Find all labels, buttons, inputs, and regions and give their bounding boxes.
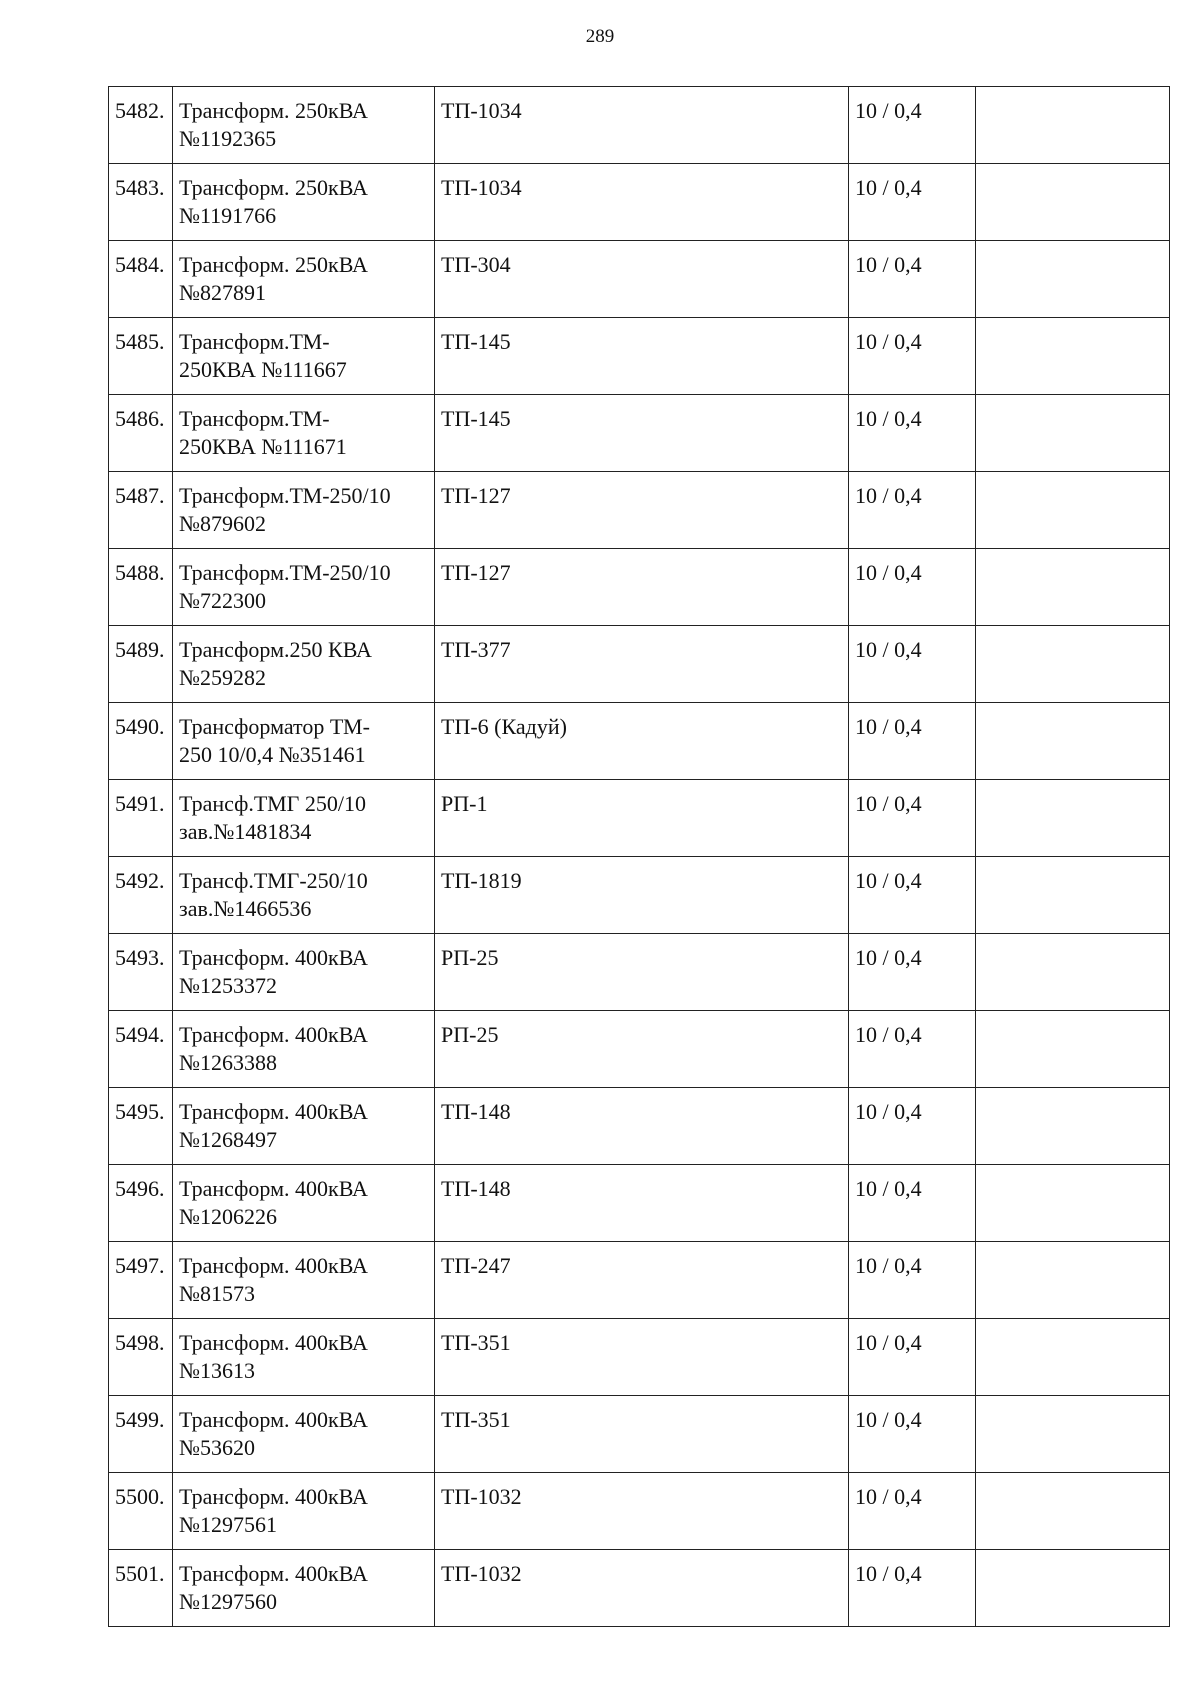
- location-cell: ТП-304: [435, 241, 849, 318]
- equipment-table: [108, 86, 1170, 1627]
- row-number-cell: 5485.: [109, 318, 173, 395]
- table-row: [109, 549, 1170, 626]
- table-row: [109, 1319, 1170, 1396]
- equipment-name-cell: Трансформ. 400кВА №1297560: [173, 1550, 435, 1627]
- voltage-cell: 10 / 0,4: [849, 626, 976, 703]
- table-row: [109, 1473, 1170, 1550]
- row-number-cell: 5497.: [109, 1242, 173, 1319]
- equipment-name-cell: Трансформ. 400кВА №1263388: [173, 1011, 435, 1088]
- note-cell: [976, 1165, 1170, 1242]
- table-row: [109, 1165, 1170, 1242]
- table-row: [109, 1011, 1170, 1088]
- voltage-cell: 10 / 0,4: [849, 241, 976, 318]
- table-row: [109, 472, 1170, 549]
- row-number-cell: 5487.: [109, 472, 173, 549]
- note-cell: [976, 1242, 1170, 1319]
- voltage-cell: 10 / 0,4: [849, 1165, 976, 1242]
- voltage-cell: 10 / 0,4: [849, 1011, 976, 1088]
- note-cell: [976, 87, 1170, 164]
- location-cell: ТП-351: [435, 1396, 849, 1473]
- voltage-cell: 10 / 0,4: [849, 1242, 976, 1319]
- table-row: [109, 1396, 1170, 1473]
- equipment-name-cell: Трансформ.ТМ- 250КВА №111671: [173, 395, 435, 472]
- location-cell: ТП-1034: [435, 164, 849, 241]
- voltage-cell: 10 / 0,4: [849, 549, 976, 626]
- equipment-name-cell: Трансформ. 400кВА №1206226: [173, 1165, 435, 1242]
- row-number-cell: 5491.: [109, 780, 173, 857]
- table-row: [109, 241, 1170, 318]
- table-row: [109, 857, 1170, 934]
- location-cell: ТП-247: [435, 1242, 849, 1319]
- note-cell: [976, 164, 1170, 241]
- table-row: [109, 780, 1170, 857]
- location-cell: ТП-1032: [435, 1473, 849, 1550]
- voltage-cell: 10 / 0,4: [849, 934, 976, 1011]
- voltage-cell: 10 / 0,4: [849, 780, 976, 857]
- table-row: [109, 87, 1170, 164]
- note-cell: [976, 934, 1170, 1011]
- note-cell: [976, 395, 1170, 472]
- row-number-cell: 5495.: [109, 1088, 173, 1165]
- location-cell: ТП-1034: [435, 87, 849, 164]
- note-cell: [976, 241, 1170, 318]
- equipment-name-cell: Трансформ.ТМ- 250КВА №111667: [173, 318, 435, 395]
- table-row: [109, 1242, 1170, 1319]
- equipment-name-cell: Трансф.ТМГ-250/10 зав.№1466536: [173, 857, 435, 934]
- table-row: [109, 164, 1170, 241]
- note-cell: [976, 1396, 1170, 1473]
- note-cell: [976, 1550, 1170, 1627]
- voltage-cell: 10 / 0,4: [849, 1319, 976, 1396]
- location-cell: РП-1: [435, 780, 849, 857]
- location-cell: ТП-351: [435, 1319, 849, 1396]
- row-number-cell: 5499.: [109, 1396, 173, 1473]
- voltage-cell: 10 / 0,4: [849, 395, 976, 472]
- page-number: 289: [585, 26, 615, 47]
- table-row: [109, 395, 1170, 472]
- equipment-name-cell: Трансформ. 400кВА №1253372: [173, 934, 435, 1011]
- note-cell: [976, 1011, 1170, 1088]
- equipment-name-cell: Трансформ. 400кВА №1268497: [173, 1088, 435, 1165]
- note-cell: [976, 703, 1170, 780]
- location-cell: ТП-127: [435, 472, 849, 549]
- row-number-cell: 5501.: [109, 1550, 173, 1627]
- location-cell: ТП-145: [435, 318, 849, 395]
- note-cell: [976, 857, 1170, 934]
- equipment-name-cell: Трансф.ТМГ 250/10 зав.№1481834: [173, 780, 435, 857]
- location-cell: ТП-6 (Кадуй): [435, 703, 849, 780]
- note-cell: [976, 1319, 1170, 1396]
- row-number-cell: 5486.: [109, 395, 173, 472]
- row-number-cell: 5488.: [109, 549, 173, 626]
- voltage-cell: 10 / 0,4: [849, 472, 976, 549]
- location-cell: РП-25: [435, 1011, 849, 1088]
- equipment-name-cell: Трансформ. 400кВА №1297561: [173, 1473, 435, 1550]
- location-cell: ТП-148: [435, 1165, 849, 1242]
- location-cell: ТП-145: [435, 395, 849, 472]
- row-number-cell: 5500.: [109, 1473, 173, 1550]
- note-cell: [976, 1088, 1170, 1165]
- location-cell: РП-25: [435, 934, 849, 1011]
- row-number-cell: 5492.: [109, 857, 173, 934]
- note-cell: [976, 549, 1170, 626]
- voltage-cell: 10 / 0,4: [849, 1473, 976, 1550]
- equipment-name-cell: Трансформ. 250кВА №1191766: [173, 164, 435, 241]
- equipment-name-cell: Трансформатор ТМ- 250 10/0,4 №351461: [173, 703, 435, 780]
- voltage-cell: 10 / 0,4: [849, 1396, 976, 1473]
- row-number-cell: 5498.: [109, 1319, 173, 1396]
- note-cell: [976, 780, 1170, 857]
- voltage-cell: 10 / 0,4: [849, 318, 976, 395]
- row-number-cell: 5493.: [109, 934, 173, 1011]
- note-cell: [976, 318, 1170, 395]
- equipment-name-cell: Трансформ. 400кВА №81573: [173, 1242, 435, 1319]
- voltage-cell: 10 / 0,4: [849, 87, 976, 164]
- table-row: [109, 1550, 1170, 1627]
- location-cell: ТП-1032: [435, 1550, 849, 1627]
- row-number-cell: 5484.: [109, 241, 173, 318]
- table-row: [109, 703, 1170, 780]
- equipment-name-cell: Трансформ.ТМ-250/10 №722300: [173, 549, 435, 626]
- location-cell: ТП-377: [435, 626, 849, 703]
- voltage-cell: 10 / 0,4: [849, 1088, 976, 1165]
- voltage-cell: 10 / 0,4: [849, 857, 976, 934]
- row-number-cell: 5490.: [109, 703, 173, 780]
- table-row: [109, 318, 1170, 395]
- table-row: [109, 1088, 1170, 1165]
- row-number-cell: 5496.: [109, 1165, 173, 1242]
- equipment-name-cell: Трансформ. 400кВА №13613: [173, 1319, 435, 1396]
- row-number-cell: 5494.: [109, 1011, 173, 1088]
- row-number-cell: 5482.: [109, 87, 173, 164]
- equipment-name-cell: Трансформ. 250кВА №827891: [173, 241, 435, 318]
- location-cell: ТП-127: [435, 549, 849, 626]
- equipment-name-cell: Трансформ.ТМ-250/10 №879602: [173, 472, 435, 549]
- table-row: [109, 626, 1170, 703]
- location-cell: ТП-1819: [435, 857, 849, 934]
- note-cell: [976, 626, 1170, 703]
- note-cell: [976, 472, 1170, 549]
- location-cell: ТП-148: [435, 1088, 849, 1165]
- voltage-cell: 10 / 0,4: [849, 164, 976, 241]
- row-number-cell: 5489.: [109, 626, 173, 703]
- voltage-cell: 10 / 0,4: [849, 703, 976, 780]
- equipment-name-cell: Трансформ. 400кВА №53620: [173, 1396, 435, 1473]
- equipment-name-cell: Трансформ.250 КВА №259282: [173, 626, 435, 703]
- equipment-name-cell: Трансформ. 250кВА №1192365: [173, 87, 435, 164]
- voltage-cell: 10 / 0,4: [849, 1550, 976, 1627]
- table-row: [109, 934, 1170, 1011]
- table-body: [109, 87, 1170, 1627]
- note-cell: [976, 1473, 1170, 1550]
- row-number-cell: 5483.: [109, 164, 173, 241]
